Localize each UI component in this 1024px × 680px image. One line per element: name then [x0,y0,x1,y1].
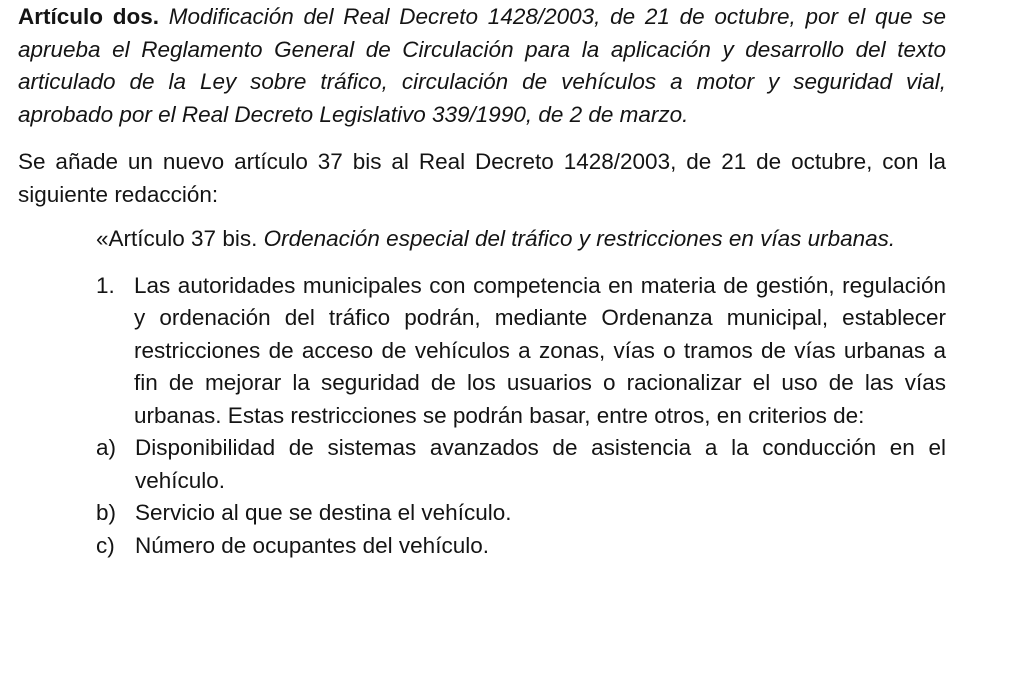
sub-list-item-text: Número de ocupantes del vehículo. [135,532,489,558]
document-page [18,1,946,562]
sub-list-item-text: Servicio al que se destina el vehículo. [135,500,512,525]
sub-list-item-a [96,432,946,497]
article-label: Artículo dos. [18,4,159,29]
article-heading [18,1,946,131]
intro-paragraph: Se añade un nuevo artículo 37 bis al Real Decreto 1428/2003, de 21 de octubre, con la siguiente redacción: [18,149,946,207]
list-item [96,270,946,433]
list-item-number: 1. [96,272,115,298]
sub-list-item-mark: c) [96,532,115,558]
list-item-text: Las autoridades municipales con competencia en materia de gestión, regulación y ordenación del tráfico podrán, mediante Ordenanza municipal, establecer restricciones de acceso de vehículos a zonas, vías o tramos de vías urbanas a fin de mejorar la seguridad de los usuarios o racionalizar el uso de las vías urbanas. Estas restricciones se podrán basar, entre otros, en criterios de: [134,272,946,428]
sub-list-item-c [96,530,946,563]
sub-list-item-mark: b) [96,500,117,525]
article-title: Modificación del Real Decreto 1428/2003, de 21 de octubre, por el que se aprueba el Reglamento General de Circulación para la aplicación y desarrollo del texto articulado de la Ley sobre tráfico, circulación de vehículos a motor y seguridad vial, aprobado por el Real Decreto Legislativo 339/1990, de 2 de marzo. [18,4,946,127]
sub-list-item-b [96,497,946,530]
sub-list-item-text: Disponibilidad de sistemas avanzados de asistencia a la conducción en el vehículo. [135,435,946,493]
quoted-article-heading [96,223,946,256]
quoted-article-label: «Artículo 37 bis. [96,226,258,251]
quoted-article-title: Ordenación especial del tráfico y restricciones en vías urbanas. [263,226,896,251]
sub-list-item-mark: a) [96,435,117,460]
